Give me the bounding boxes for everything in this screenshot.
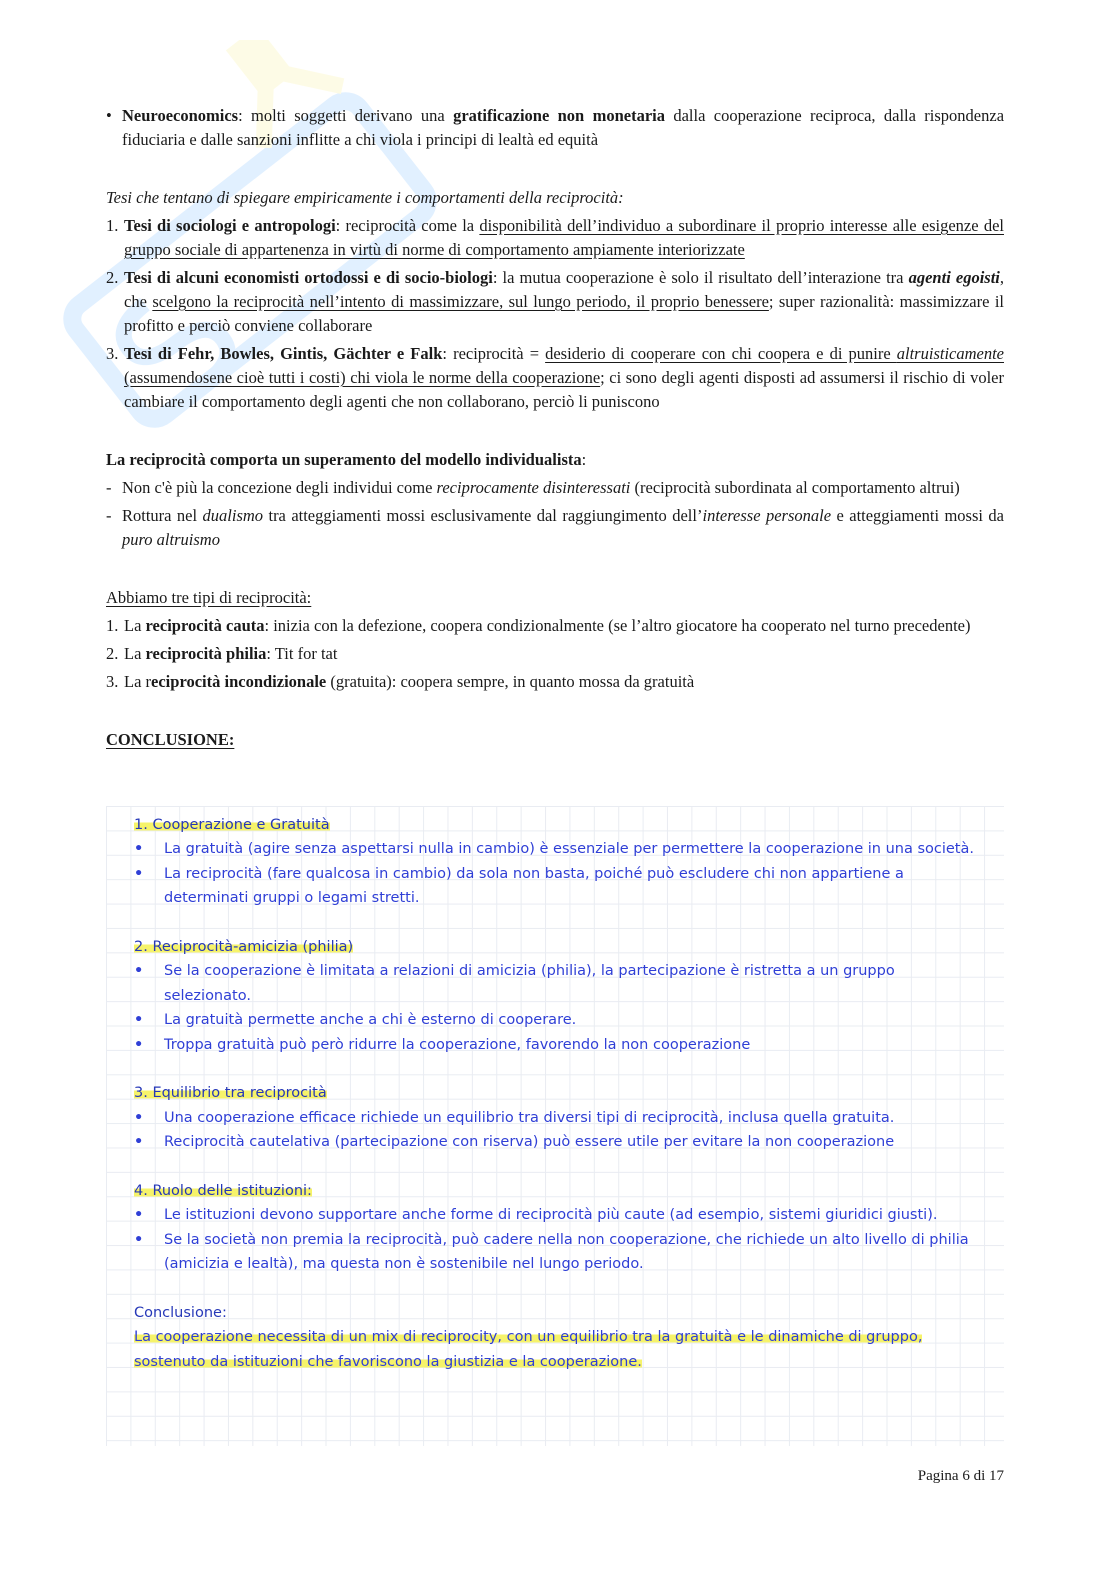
- notes-bullet: • La gratuità permette anche a chi è esterno di cooperare.: [134, 1012, 577, 1029]
- notes-section-title: 1. Cooperazione e Gratuità: [134, 817, 330, 833]
- tesi-intro: Tesi che tentano di spiegare empiricamente i comportamenti della reciprocità:: [106, 188, 624, 207]
- notes-bullet: • Reciprocità cautelativa (partecipazione con riserva) può essere utile per evitare la non cooperazione: [134, 1134, 895, 1151]
- tesi-item: 3. Tesi di Fehr, Bowles, Gintis, Gächter e Falk: reciprocità = desiderio di cooperare con chi coopera e di punire altruisticamente (assumendosene cioè tutti i costi) chi viola le norme della cooperazione; ci sono degli agenti disposti ad assumersi il rischio di voler cambiare il comportamento degli agenti che non collaborano, perciò li puniscono: [106, 344, 1004, 411]
- list-item: 1. La reciprocità cauta: inizia con la defezione, coopera condizionalmente (se l’altro giocatore ha cooperato nel turno precedente): [106, 616, 971, 635]
- notes-bullet: • La gratuità (agire senza aspettarsi nulla in cambio) è essenziale per permettere la cooperazione in una società.: [134, 841, 974, 858]
- tipi-list: [106, 614, 1004, 694]
- tipi-title: Abbiamo tre tipi di reciprocità:: [106, 588, 312, 607]
- list-item: 2. La reciprocità philia: Tit for tat: [106, 644, 338, 663]
- notes-bullet: • Una cooperazione efficace richiede un equilibrio tra diversi tipi di reciprocità, inclusa quella gratuita.: [134, 1109, 895, 1126]
- notes-bullet: • Troppa gratuità può però ridurre la cooperazione, favorendo la non cooperazione: [134, 1036, 751, 1053]
- tesi-list: [106, 214, 1004, 414]
- notes-bullet: • Se la cooperazione è limitata a relazioni di amicizia (philia), la partecipazione è ristretta a un gruppo selezionato.: [134, 963, 895, 1004]
- notes-section-title: 2. Reciprocità-amicizia (philia): [134, 939, 354, 956]
- conclusione-heading: CONCLUSIONE:: [106, 730, 235, 749]
- notes-bullet: • La reciprocità (fare qualcosa in cambio) da sola non basta, poiché può escludere chi non appartiene a determinati gruppi o legami stretti.: [134, 865, 904, 907]
- notes-conclusion-title: Conclusione:: [134, 1305, 227, 1322]
- neuroeconomics-item: • Neuroeconomics: molti soggetti derivano una gratificazione non monetaria dalla cooperazione reciproca, dalla rispondenza fiduciaria e dalle sanzioni inflitte a chi viola i principi di lealtà ed equità: [106, 104, 1004, 152]
- page-number: Pagina 6 di 17: [917, 1468, 1004, 1484]
- notes-section-title: 3. Equilibrio tra reciprocità: [134, 1085, 327, 1102]
- tesi-item: 1. Tesi di sociologi e antropologi: reciprocità come la disponibilità dell’individuo a subordinare il proprio interesse alle esigenze del gruppo sociale di appartenenza in virtù di norme di comportamento ampiamente interiorizzate: [106, 216, 1004, 259]
- notes-bullet: • Le istituzioni devono supportare anche forme di reciprocità più caute (ad esempio, sistemi giuridici giusti).: [134, 1207, 938, 1224]
- list-item: 3. La reciprocità incondizionale (gratuita): coopera sempre, in quanto mossa da gratuità: [106, 672, 695, 691]
- notes-section-title: 4. Ruolo delle istituzioni:: [134, 1183, 312, 1200]
- superamento-heading: La reciprocità comporta un superamento del modello individualista:: [106, 450, 587, 469]
- superamento-list: [106, 476, 1004, 552]
- conclusion-notes-image: [106, 806, 1004, 1446]
- list-item: - Non c'è più la concezione degli individui come reciprocamente disinteressati (reciprocità subordinata al comportamento altrui): [106, 478, 960, 497]
- list-item: - Rottura nel dualismo tra atteggiamenti mossi esclusivamente dal raggiungimento dell’interesse personale e atteggiamenti mossi da puro altruismo: [106, 506, 1004, 549]
- notes-bullet: • Se la società non premia la reciprocità, può cadere nella non cooperazione, che richiede un alto livello di philia (amicizia e lealtà), ma questa non è sostenibile nel lungo periodo.: [134, 1231, 969, 1273]
- tesi-item: 2. Tesi di alcuni economisti ortodossi e di socio-biologi: la mutua cooperazione è solo il risultato dell’interazione tra agenti egoisti, che scelgono la reciprocità nell’intento di massimizzare, sul lungo periodo, il proprio benessere; super razionalità: massimizzare il profitto e perciò conviene collaborare: [106, 268, 1005, 335]
- term-neuroeconomics: Neuroeconomics: [122, 106, 239, 125]
- bullet-icon: •: [106, 106, 112, 125]
- notes-conclusion-text: La cooperazione necessita di un mix di reciprocity, con un equilibrio tra la gratuità e le dinamiche di gruppo, sostenuto da istituzioni che favoriscono la giustizia e la cooperazione.: [134, 1329, 923, 1370]
